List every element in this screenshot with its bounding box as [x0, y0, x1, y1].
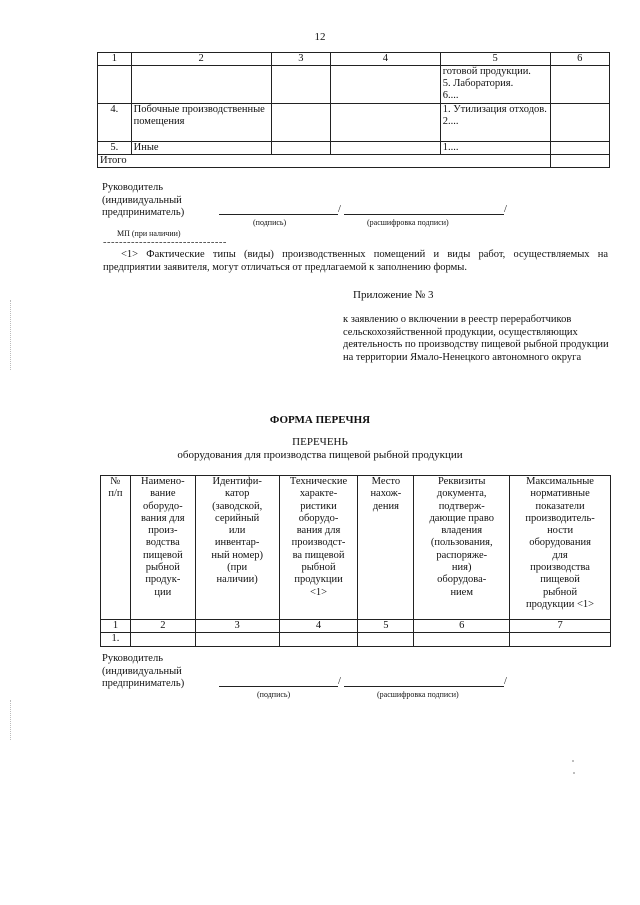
col-number: 2	[130, 620, 195, 633]
cell-num: 4.	[98, 104, 132, 142]
sign-caption: (подпись)	[253, 218, 287, 227]
cell	[550, 142, 609, 155]
cell	[195, 633, 279, 646]
col-header: Идентифи- катор (заводской, серийный или инвентар- ный номер) (при наличии)	[195, 476, 279, 620]
form-title: ФОРМА ПЕРЕЧНЯ	[269, 414, 371, 426]
table-row	[98, 142, 610, 155]
cell	[550, 104, 609, 142]
slash: /	[504, 676, 507, 687]
name-decode-line[interactable]	[344, 686, 504, 687]
col-header: Максимальные нормативные показатели производитель- ности оборудования для производства пищевой рыбной продукции <1>	[510, 476, 611, 620]
total-label: Итого	[98, 155, 551, 168]
decode-caption: (расшифровка подписи)	[367, 218, 449, 227]
col-header: Наимено- вание оборудо- вания для произ- водства пищевой рыбной продук- ции	[130, 476, 195, 620]
scan-mark	[10, 300, 12, 370]
col-header: 3	[271, 53, 330, 66]
col-header: Реквизиты документа, подтверж- дающие право владения (пользования, распоряже- ния) оборудова- нием	[414, 476, 510, 620]
signature-label: Руководитель (индивидуальный предприниматель)	[102, 182, 185, 218]
slash: /	[338, 676, 341, 687]
col-number: 7	[510, 620, 611, 633]
cell	[130, 633, 195, 646]
slash: /	[504, 204, 507, 215]
list-title: ПЕРЕЧЕНЬ оборудования для производства пищевой рыбной продукции	[177, 436, 463, 461]
page-number: 12	[314, 31, 326, 43]
name-decode-line[interactable]	[344, 214, 504, 215]
footnote-separator: -------------------------------	[103, 237, 227, 248]
stamp-note: МП (при наличии)	[117, 229, 181, 238]
cell-num: 5.	[98, 142, 132, 155]
col-number: 3	[195, 620, 279, 633]
cell	[550, 155, 609, 168]
col-number: 5	[358, 620, 414, 633]
table-row	[98, 104, 610, 142]
signature-line[interactable]	[219, 214, 338, 215]
col-header: Технические характе- ристики оборудо- вания для производст- ва пищевой рыбной продукции <1>	[279, 476, 358, 620]
col-header: 2	[131, 53, 271, 66]
cell	[271, 66, 330, 104]
decode-caption: (расшифровка подписи)	[377, 690, 459, 699]
column-number-row	[101, 620, 611, 633]
signature-label: Руководитель (индивидуальный предприниматель)	[102, 653, 185, 689]
signature-line[interactable]	[219, 686, 338, 687]
cell	[271, 142, 330, 155]
cell	[510, 633, 611, 646]
col-header: Место нахож- дения	[358, 476, 414, 620]
scan-speck	[573, 772, 575, 774]
slash: /	[338, 204, 341, 215]
equipment-table	[100, 475, 611, 647]
cell-name: Иные	[131, 142, 271, 155]
col-header: № п/п	[101, 476, 131, 620]
cell	[550, 66, 609, 104]
cell	[331, 104, 441, 142]
cell-works: 1. Утилизация отходов. 2....	[440, 104, 550, 142]
col-header: 4	[331, 53, 441, 66]
cell-num	[98, 66, 132, 104]
cell	[358, 633, 414, 646]
table-row	[98, 66, 610, 104]
cell-name: Побочные производственные помещения	[131, 104, 271, 142]
col-number: 4	[279, 620, 358, 633]
col-number: 6	[414, 620, 510, 633]
sign-caption: (подпись)	[257, 690, 291, 699]
col-header: 1	[98, 53, 132, 66]
col-header: 5	[440, 53, 550, 66]
scan-speck	[572, 760, 574, 762]
cell	[331, 142, 441, 155]
table-header-row	[101, 476, 611, 620]
col-header: 6	[550, 53, 609, 66]
cell-num: 1.	[101, 633, 131, 646]
cell-name	[131, 66, 271, 104]
cell	[331, 66, 441, 104]
total-row	[98, 155, 610, 168]
cell	[271, 104, 330, 142]
premises-table	[97, 52, 610, 168]
cell-works: 1....	[440, 142, 550, 155]
cell-works: готовой продукции. 5. Лаборатория. 6....	[440, 66, 550, 104]
cell	[414, 633, 510, 646]
appendix-text: к заявлению о включении в реестр переработчиков сельскохозяйственной продукции, осуществляющих деятельность по производству пищевой рыбной продукции на территории Ямало-Ненецкого автономного округа	[343, 314, 609, 363]
scan-mark	[10, 700, 12, 740]
table-header-row	[98, 53, 610, 66]
col-number: 1	[101, 620, 131, 633]
appendix-title: Приложение № 3	[353, 289, 434, 301]
cell	[279, 633, 358, 646]
footnote-text: <1> Фактические типы (виды) производственных помещений и виды работ, осуществляемых на предприятии заявителя, могут отличаться от предлагаемой к заполнению формы.	[103, 249, 608, 273]
table-row	[101, 633, 611, 646]
